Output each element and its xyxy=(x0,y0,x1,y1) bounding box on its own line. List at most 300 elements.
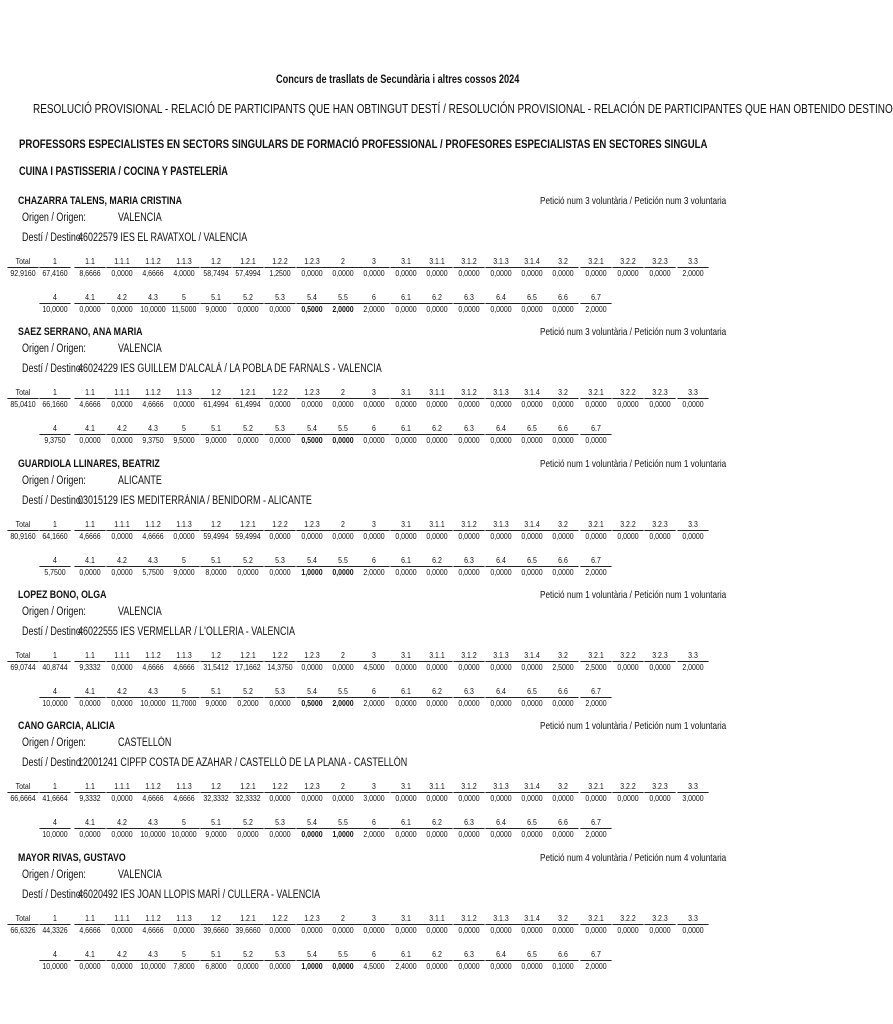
score-header: 1.2 xyxy=(211,387,221,397)
score-header: 1.1.1 xyxy=(114,387,130,397)
score-row1-cell xyxy=(200,780,231,804)
score-header: 6.3 xyxy=(464,555,474,565)
score-value: 0,0000 xyxy=(296,828,327,840)
score-row2-cell xyxy=(390,685,421,709)
score-value: 0,0000 xyxy=(264,530,295,542)
score-row1-cell xyxy=(106,255,137,279)
score-header: 5.3 xyxy=(275,949,285,959)
score-header: 3.2 xyxy=(558,387,568,397)
score-row1-cell xyxy=(327,780,358,804)
score-header: 3.2.1 xyxy=(588,650,604,660)
score-value: 0,0000 xyxy=(296,924,327,936)
score-row1-cell xyxy=(516,780,547,804)
score-row2-cell xyxy=(200,422,231,446)
score-row1-cell xyxy=(264,912,295,936)
score-row1-cell xyxy=(358,518,389,542)
score-value: 0,0000 xyxy=(547,924,578,936)
score-header: 1.2.1 xyxy=(240,387,256,397)
score-value: 0,0000 xyxy=(106,697,137,709)
score-header: Total xyxy=(15,387,31,397)
score-row1-cell xyxy=(296,255,327,279)
score-value: 0,0000 xyxy=(421,434,452,446)
score-header: 3.1.1 xyxy=(429,781,445,791)
score-header: 6.7 xyxy=(591,686,601,696)
score-header: Total xyxy=(15,913,31,923)
score-value: 9,3332 xyxy=(74,792,105,804)
score-header: 1.1 xyxy=(85,650,95,660)
request-info: Petició num 4 voluntària / Petición num 4 voluntaria xyxy=(540,852,727,864)
score-value: 17,1662 xyxy=(232,661,263,673)
score-header: 1.2 xyxy=(211,913,221,923)
score-row1-cell xyxy=(421,912,452,936)
score-row1-cell xyxy=(547,649,578,673)
score-header: 3 xyxy=(372,781,376,791)
score-value: 32,3332 xyxy=(200,792,231,804)
score-header: 5.3 xyxy=(275,555,285,565)
score-row2-cell xyxy=(390,422,421,446)
score-header: 1.1.2 xyxy=(145,387,161,397)
score-value: 67,4160 xyxy=(39,267,70,279)
score-value: 0,0000 xyxy=(516,828,547,840)
score-value: 0,0000 xyxy=(644,661,675,673)
score-value: 0,0000 xyxy=(453,398,484,410)
score-row1-cell xyxy=(677,386,708,410)
score-value: 10,0000 xyxy=(39,697,70,709)
score-header: 4.2 xyxy=(117,423,127,433)
score-header: 3.1.3 xyxy=(493,387,509,397)
score-row1-cell xyxy=(485,780,516,804)
score-row2-cell xyxy=(168,816,199,840)
score-header: 2 xyxy=(341,913,345,923)
score-row1-cell xyxy=(296,912,327,936)
score-value: 5,7500 xyxy=(39,566,70,578)
score-value: 0,0000 xyxy=(327,267,358,279)
destination-value xyxy=(78,889,320,901)
score-header: 4.2 xyxy=(117,817,127,827)
score-value: 6,8000 xyxy=(200,960,231,972)
score-row2-cell xyxy=(421,685,452,709)
score-row1-cell xyxy=(612,255,643,279)
score-value: 0,0000 xyxy=(485,398,516,410)
score-row1-cell xyxy=(612,912,643,936)
score-row1-cell xyxy=(421,255,452,279)
score-value: 0,0000 xyxy=(106,398,137,410)
score-header: 1 xyxy=(53,781,57,791)
score-header: 1.1 xyxy=(85,519,95,529)
score-header: 3.2.3 xyxy=(652,387,668,397)
score-value: 58,7494 xyxy=(200,267,231,279)
score-row1-cell xyxy=(453,649,484,673)
score-row2-cell xyxy=(421,816,452,840)
participant-name: GUARDIOLA LLINARES, BEATRIZ xyxy=(18,458,160,470)
score-header: 6 xyxy=(372,949,376,959)
score-value: 0,0000 xyxy=(547,792,578,804)
score-row1-cell xyxy=(677,518,708,542)
destination-label: Destí / Destino: xyxy=(22,495,84,507)
score-header: 5.3 xyxy=(275,292,285,302)
score-header: 1.1.3 xyxy=(176,781,192,791)
score-header: 1.1.1 xyxy=(114,256,130,266)
score-row1-cell xyxy=(677,912,708,936)
score-header: Total xyxy=(15,650,31,660)
score-value: 9,0000 xyxy=(200,434,231,446)
score-value: 0,0000 xyxy=(168,530,199,542)
origin-value: CASTELLÓN xyxy=(118,737,172,749)
score-header: 2 xyxy=(341,650,345,660)
score-value: 41,6664 xyxy=(39,792,70,804)
score-row1-cell xyxy=(106,386,137,410)
score-header: 3.1.3 xyxy=(493,519,509,529)
destination-value xyxy=(78,626,295,638)
score-row2-cell xyxy=(516,685,547,709)
score-header: 5.2 xyxy=(243,555,253,565)
score-row2-cell xyxy=(358,291,389,315)
score-row2-cell xyxy=(264,554,295,578)
score-header: 4.2 xyxy=(117,555,127,565)
body-title: PROFESSORS ESPECIALISTES EN SECTORS SINGULARS DE FORMACIÓ PROFESSIONAL / PROFESORES ESPECIALISTAS EN SECTORES SINGULA xyxy=(19,137,708,151)
score-value: 4,6666 xyxy=(137,398,168,410)
score-header: 3.1.3 xyxy=(493,650,509,660)
score-value: 4,5000 xyxy=(358,661,389,673)
score-value: 9,3750 xyxy=(137,434,168,446)
score-row2-cell xyxy=(421,948,452,972)
score-row1-cell xyxy=(232,518,263,542)
participant-name: MAYOR RIVAS, GUSTAVO xyxy=(18,852,126,864)
score-header: 2 xyxy=(341,256,345,266)
score-value: 0,0000 xyxy=(453,960,484,972)
destination-label: Destí / Destino: xyxy=(22,626,84,638)
score-header: 6.3 xyxy=(464,292,474,302)
score-value: 0,0000 xyxy=(296,398,327,410)
score-header: 3 xyxy=(372,913,376,923)
score-header: 6.7 xyxy=(591,292,601,302)
score-value: 0,0000 xyxy=(516,267,547,279)
score-header: 3.2.2 xyxy=(620,519,636,529)
score-row1-cell xyxy=(264,518,295,542)
score-row1-cell xyxy=(232,912,263,936)
score-header: 4.1 xyxy=(85,949,95,959)
score-header: 1.1.2 xyxy=(145,781,161,791)
score-value: 9,0000 xyxy=(200,697,231,709)
score-header: 4.1 xyxy=(85,555,95,565)
score-value: 0,0000 xyxy=(232,960,263,972)
score-row1-cell xyxy=(264,386,295,410)
destination-label: Destí / Destino: xyxy=(22,363,84,375)
score-row2-cell xyxy=(74,948,105,972)
score-row2-cell xyxy=(168,685,199,709)
destination-label: Destí / Destino: xyxy=(22,232,84,244)
score-header: 6.7 xyxy=(591,817,601,827)
score-value: 0,0000 xyxy=(453,792,484,804)
score-value: 0,0000 xyxy=(547,697,578,709)
score-value: 0,0000 xyxy=(168,924,199,936)
score-row1-cell xyxy=(390,255,421,279)
score-row1-cell xyxy=(137,518,168,542)
origin-label: Origen / Origen: xyxy=(22,212,86,224)
score-value: 0,0000 xyxy=(612,661,643,673)
score-value: 66,6664 xyxy=(7,792,38,804)
score-row1-cell xyxy=(358,780,389,804)
score-header: 1.1.2 xyxy=(145,650,161,660)
score-header: 1 xyxy=(53,913,57,923)
destination-value xyxy=(78,757,407,769)
score-header: 5 xyxy=(182,817,186,827)
score-value: 0,0000 xyxy=(453,303,484,315)
score-row2-cell xyxy=(74,291,105,315)
score-value: 0,0000 xyxy=(516,697,547,709)
score-row1-cell xyxy=(74,912,105,936)
participant-block xyxy=(0,589,768,719)
score-header: 6.6 xyxy=(558,817,568,827)
score-header: 3.1.1 xyxy=(429,387,445,397)
score-row1-cell xyxy=(327,912,358,936)
score-header: 5.5 xyxy=(338,949,348,959)
score-header: 3.3 xyxy=(688,519,698,529)
score-value: 2,0000 xyxy=(358,566,389,578)
score-header: 1.2 xyxy=(211,781,221,791)
score-value: 57,4994 xyxy=(232,267,263,279)
score-value: 9,0000 xyxy=(168,566,199,578)
score-row1-cell xyxy=(485,518,516,542)
score-header: 4.3 xyxy=(148,555,158,565)
score-row2-cell xyxy=(358,816,389,840)
score-value: 4,0000 xyxy=(168,267,199,279)
score-row1-cell xyxy=(390,780,421,804)
score-value: 0,0000 xyxy=(106,792,137,804)
score-header: 4.2 xyxy=(117,949,127,959)
score-row1-cell xyxy=(547,780,578,804)
score-header: 3.1 xyxy=(401,650,411,660)
score-row2-cell xyxy=(358,948,389,972)
score-row2-cell xyxy=(516,291,547,315)
score-header: 6.7 xyxy=(591,949,601,959)
score-header: 6.1 xyxy=(401,423,411,433)
score-header: 4.1 xyxy=(85,423,95,433)
score-row1-cell xyxy=(580,518,611,542)
score-row1-cell xyxy=(580,255,611,279)
score-value: 0,0000 xyxy=(421,661,452,673)
score-header: 3.2.1 xyxy=(588,519,604,529)
score-header: 3.1.3 xyxy=(493,781,509,791)
request-info: Petició num 1 voluntària / Petición num 1 voluntaria xyxy=(540,458,727,470)
score-row2-cell xyxy=(421,291,452,315)
score-row2-cell xyxy=(200,948,231,972)
score-value: 0,0000 xyxy=(453,566,484,578)
score-row2-cell xyxy=(39,422,70,446)
score-value: 0,0000 xyxy=(264,924,295,936)
score-row2-cell xyxy=(547,291,578,315)
destination-label: Destí / Destino: xyxy=(22,757,84,769)
score-row1-cell xyxy=(232,780,263,804)
score-header: 1.1.3 xyxy=(176,256,192,266)
score-value: 0,0000 xyxy=(390,661,421,673)
score-header: 1.1 xyxy=(85,256,95,266)
score-header: 6.2 xyxy=(432,555,442,565)
score-row1-cell xyxy=(547,518,578,542)
score-header: 4 xyxy=(53,555,57,565)
score-header: 3.2.1 xyxy=(588,781,604,791)
score-header: 3.1.4 xyxy=(524,781,540,791)
score-value: 0,0000 xyxy=(327,434,358,446)
score-row1-cell xyxy=(74,649,105,673)
score-row1-cell xyxy=(264,649,295,673)
score-row2-cell xyxy=(264,422,295,446)
score-header: 3.1 xyxy=(401,387,411,397)
destination-value xyxy=(78,232,247,244)
score-value: 0,0000 xyxy=(327,530,358,542)
score-row2-cell xyxy=(74,422,105,446)
score-value: 31,5412 xyxy=(200,661,231,673)
score-value: 10,0000 xyxy=(137,828,168,840)
score-value: 0,0000 xyxy=(390,697,421,709)
score-header: 4.3 xyxy=(148,292,158,302)
score-row1-cell xyxy=(390,912,421,936)
score-row1-cell xyxy=(516,386,547,410)
origin-label: Origen / Origen: xyxy=(22,606,86,618)
score-value: 0,0000 xyxy=(264,566,295,578)
score-row1-cell xyxy=(358,386,389,410)
score-header: 2 xyxy=(341,519,345,529)
score-row1-cell xyxy=(516,649,547,673)
score-row2-cell xyxy=(453,291,484,315)
score-value: 0,0000 xyxy=(547,530,578,542)
score-row2-cell xyxy=(106,948,137,972)
score-row1-cell xyxy=(200,518,231,542)
score-row1-cell xyxy=(644,780,675,804)
participant-block xyxy=(0,326,768,456)
score-row1-cell xyxy=(39,912,70,936)
score-value: 0,0000 xyxy=(644,398,675,410)
score-row1-cell xyxy=(580,649,611,673)
score-value: 0,0000 xyxy=(390,267,421,279)
score-header: 4 xyxy=(53,817,57,827)
score-header: 5.5 xyxy=(338,292,348,302)
score-row2-cell xyxy=(232,948,263,972)
score-value: 10,0000 xyxy=(39,960,70,972)
score-header: 3.2.1 xyxy=(588,256,604,266)
score-row1-cell xyxy=(168,649,199,673)
score-header: 6.4 xyxy=(496,555,506,565)
score-row2-cell xyxy=(390,816,421,840)
score-header: 1.2 xyxy=(211,256,221,266)
score-row2-cell xyxy=(485,554,516,578)
score-row1-cell xyxy=(644,255,675,279)
score-row2-cell xyxy=(137,291,168,315)
score-row1-cell xyxy=(39,780,70,804)
score-header: 6.2 xyxy=(432,292,442,302)
score-row2-cell xyxy=(137,816,168,840)
score-value: 59,4994 xyxy=(200,530,231,542)
score-row1-cell xyxy=(547,912,578,936)
score-value: 9,3750 xyxy=(39,434,70,446)
score-row1-cell xyxy=(644,649,675,673)
score-value: 0,0000 xyxy=(358,924,389,936)
score-header: 5.3 xyxy=(275,817,285,827)
score-value: 0,0000 xyxy=(516,661,547,673)
score-header: 5.5 xyxy=(338,686,348,696)
score-header: 1.1 xyxy=(85,387,95,397)
score-value: 85,0410 xyxy=(7,398,38,410)
score-row1-cell xyxy=(137,780,168,804)
score-header: 5.4 xyxy=(307,292,317,302)
origin-label: Origen / Origen: xyxy=(22,475,86,487)
score-value: 10,0000 xyxy=(168,828,199,840)
score-header: 6.7 xyxy=(591,555,601,565)
score-value: 0,0000 xyxy=(74,697,105,709)
score-value: 0,0000 xyxy=(453,697,484,709)
score-row1-cell xyxy=(644,912,675,936)
score-header: 3.1.1 xyxy=(429,913,445,923)
score-header: 5.4 xyxy=(307,949,317,959)
score-header: 3.1.4 xyxy=(524,519,540,529)
score-row1-cell xyxy=(547,386,578,410)
request-info: Petició num 3 voluntària / Petición num 3 voluntaria xyxy=(540,326,727,338)
score-row2-cell xyxy=(485,422,516,446)
score-header: 3.1 xyxy=(401,913,411,923)
score-row1-cell xyxy=(168,386,199,410)
score-value: 61,4994 xyxy=(200,398,231,410)
score-row1-cell xyxy=(7,518,38,542)
score-value: 2,0000 xyxy=(677,661,708,673)
score-value: 0,0000 xyxy=(358,267,389,279)
score-header: 4.3 xyxy=(148,686,158,696)
resolution-title: RESOLUCIÓ PROVISIONAL - RELACIÓ DE PARTICIPANTS QUE HAN OBTINGUT DESTÍ / RESOLUCIÓN PROVISIONAL - RELACIÓN DE PARTICIPANTES QUE HAN OBTENIDO DESTINO xyxy=(33,102,893,116)
score-value: 0,0000 xyxy=(421,792,452,804)
score-header: 6.2 xyxy=(432,817,442,827)
score-value: 59,4994 xyxy=(232,530,263,542)
score-header: 6.3 xyxy=(464,817,474,827)
score-row2-cell xyxy=(580,554,611,578)
score-value: 0,0000 xyxy=(421,960,452,972)
score-header: 6.5 xyxy=(527,423,537,433)
score-value: 0,0000 xyxy=(516,303,547,315)
participant-name: LOPEZ BONO, OLGA xyxy=(18,589,107,601)
score-row2-cell xyxy=(137,948,168,972)
score-header: 6.4 xyxy=(496,423,506,433)
score-value: 0,0000 xyxy=(296,792,327,804)
score-value: 0,0000 xyxy=(644,792,675,804)
score-header: 1.1.1 xyxy=(114,913,130,923)
score-value: 0,0000 xyxy=(612,924,643,936)
score-value: 0,0000 xyxy=(264,960,295,972)
score-row1-cell xyxy=(677,780,708,804)
score-row1-cell xyxy=(137,649,168,673)
score-header: 3.2.3 xyxy=(652,650,668,660)
score-row1-cell xyxy=(390,649,421,673)
score-row1-cell xyxy=(677,649,708,673)
score-row1-cell xyxy=(485,386,516,410)
score-row1-cell xyxy=(390,518,421,542)
score-row1-cell xyxy=(106,518,137,542)
score-value: 2,0000 xyxy=(358,303,389,315)
score-value: 4,6666 xyxy=(168,792,199,804)
score-value: 0,0000 xyxy=(516,398,547,410)
score-header: 3.1.2 xyxy=(461,913,477,923)
score-header: 6.6 xyxy=(558,555,568,565)
score-row1-cell xyxy=(421,780,452,804)
score-row2-cell xyxy=(390,291,421,315)
score-row1-cell xyxy=(644,518,675,542)
score-value: 0,0000 xyxy=(264,434,295,446)
score-header: 5.5 xyxy=(338,817,348,827)
score-header: 1.2.3 xyxy=(304,781,320,791)
score-row1-cell xyxy=(137,912,168,936)
score-value: 2,5000 xyxy=(547,661,578,673)
score-value: 0,0000 xyxy=(485,661,516,673)
score-row1-cell xyxy=(74,780,105,804)
score-value: 0,0000 xyxy=(580,530,611,542)
score-value: 0,2000 xyxy=(232,697,263,709)
